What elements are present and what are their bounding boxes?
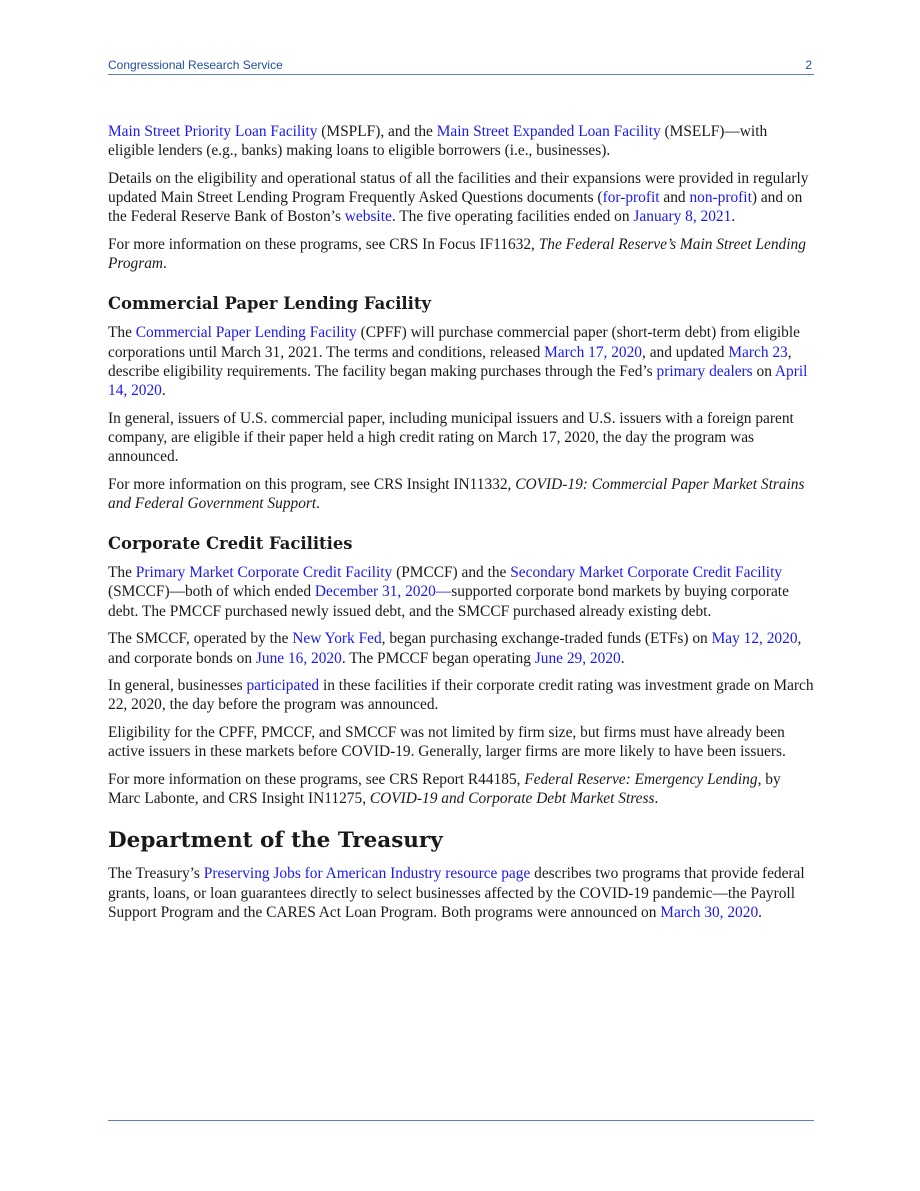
link-smccf[interactable]: Secondary Market Corporate Credit Facility <box>510 564 783 582</box>
paragraph: In general, businesses participated in these facilities if their corporate credit rating was investment grade on March 22, 2020, the day before the program was announced. <box>108 677 814 714</box>
link-primary-dealers[interactable]: primary dealers <box>656 362 753 380</box>
link-jan-8-2021[interactable]: January 8, 2021 <box>633 208 732 226</box>
paragraph: Eligibility for the CPFF, PMCCF, and SMCCF was not limited by firm size, but firms must have already been active issuers in these markets before COVID-19. Generally, larger firms are more likely to have been issuers. <box>108 724 786 761</box>
paragraph: For more information on these programs, see CRS In Focus IF11632, The Federal Reserve’s Main Street Lending Program. <box>108 236 806 273</box>
paragraph: In general, issuers of U.S. commercial paper, including municipal issuers and U.S. issuers with a foreign parent company, are eligible if their paper held a high credit rating on March 17, 2020, the day the program was announced. <box>108 409 794 466</box>
paragraph: For more information on this program, see CRS Insight IN11332, COVID-19: Commercial Paper Market Strains and Federal Government Support. <box>108 475 805 513</box>
section-heading-ccf: Corporate Credit Facilities <box>108 534 353 554</box>
section-heading-treasury: Department of the Treasury <box>108 828 443 854</box>
paragraph: The Commercial Paper Lending Facility (CPFF) will purchase commercial paper (short-term debt) from eligible corporations until March 31, 2021. The terms and conditions, released March 17, 2020, and updated March 23, describe eligibility requirements. The facility began making purchases through the Fed’s primary dealers on April 14, 2020. <box>108 324 808 400</box>
link-dec-31-2020[interactable]: December 31, 2020— <box>314 583 452 601</box>
link-for-profit[interactable]: for-profit <box>602 189 660 207</box>
page-number: 2 <box>805 58 812 72</box>
link-march-17-2020[interactable]: March 17, 2020 <box>544 343 642 361</box>
link-june-29-2020[interactable]: June 29, 2020 <box>534 649 621 667</box>
link-new-york-fed[interactable]: New York Fed <box>292 630 382 648</box>
link-participated[interactable]: participated <box>246 677 320 695</box>
footer-rule <box>108 1120 814 1121</box>
paragraph: The SMCCF, operated by the New York Fed, began purchasing exchange-traded funds (ETFs) on May 12, 2020, and corporate bonds on June 16, 2020. The PMCCF began operating June 29, 2020. <box>108 630 802 667</box>
link-preserving-jobs[interactable]: Preserving Jobs for American Industry resource page <box>203 865 531 883</box>
section-heading-cpff: Commercial Paper Lending Facility <box>108 294 431 314</box>
link-june-16-2020[interactable]: June 16, 2020 <box>255 649 342 667</box>
link-march-23[interactable]: March 23 <box>728 343 788 361</box>
document-body <box>108 122 814 931</box>
link-cpff[interactable]: Commercial Paper Lending Facility <box>135 324 357 342</box>
link-april-14-2020[interactable]: April 14, 2020 <box>108 362 808 400</box>
link-non-profit[interactable]: non-profit <box>689 189 752 207</box>
paragraph: Details on the eligibility and operational status of all the facilities and their expansions were provided in regularly updated Main Street Lending Program Frequently Asked Questions documents (for-profit and non-profit) and on the Federal Reserve Bank of Boston’s website. The five operating facilities ended on January 8, 2021. <box>108 169 809 226</box>
page-header <box>108 58 814 75</box>
link-may-12-2020[interactable]: May 12, 2020 <box>711 630 798 648</box>
paragraph: The Primary Market Corporate Credit Facility (PMCCF) and the Secondary Market Corporate Credit Facility (SMCCF)—both of which ended December 31, 2020—supported corporate bond markets by buying corporate debt. The PMCCF purchased newly issued debt, and the SMCCF purchased already existing debt. <box>108 564 789 620</box>
link-pmccf[interactable]: Primary Market Corporate Credit Facility <box>135 564 393 582</box>
paragraph: The Treasury’s Preserving Jobs for American Industry resource page describes two programs that provide federal grants, loans, or loan guarantees directly to select businesses affected by the COVID-19 pandemic—the Payroll Support Program and the CARES Act Loan Program. Both programs were announced on March 30, 2020. <box>108 865 805 921</box>
header-title: Congressional Research Service <box>108 58 283 72</box>
paragraph: For more information on these programs, see CRS Report R44185, Federal Reserve: Emergency Lending, by Marc Labonte, and CRS Insight IN11275, COVID-19 and Corporate Debt Market Stress. <box>108 771 781 808</box>
link-msplf[interactable]: Main Street Priority Loan Facility <box>108 123 318 140</box>
paragraph: Main Street Priority Loan Facility (MSPLF), and the Main Street Expanded Loan Facility (MSELF)—with eligible lenders (e.g., banks) making loans to eligible borrowers (i.e., businesses). <box>108 123 768 160</box>
link-march-30-2020[interactable]: March 30, 2020 <box>660 903 759 921</box>
link-mself[interactable]: Main Street Expanded Loan Facility <box>436 123 661 140</box>
link-website[interactable]: website <box>344 208 392 226</box>
